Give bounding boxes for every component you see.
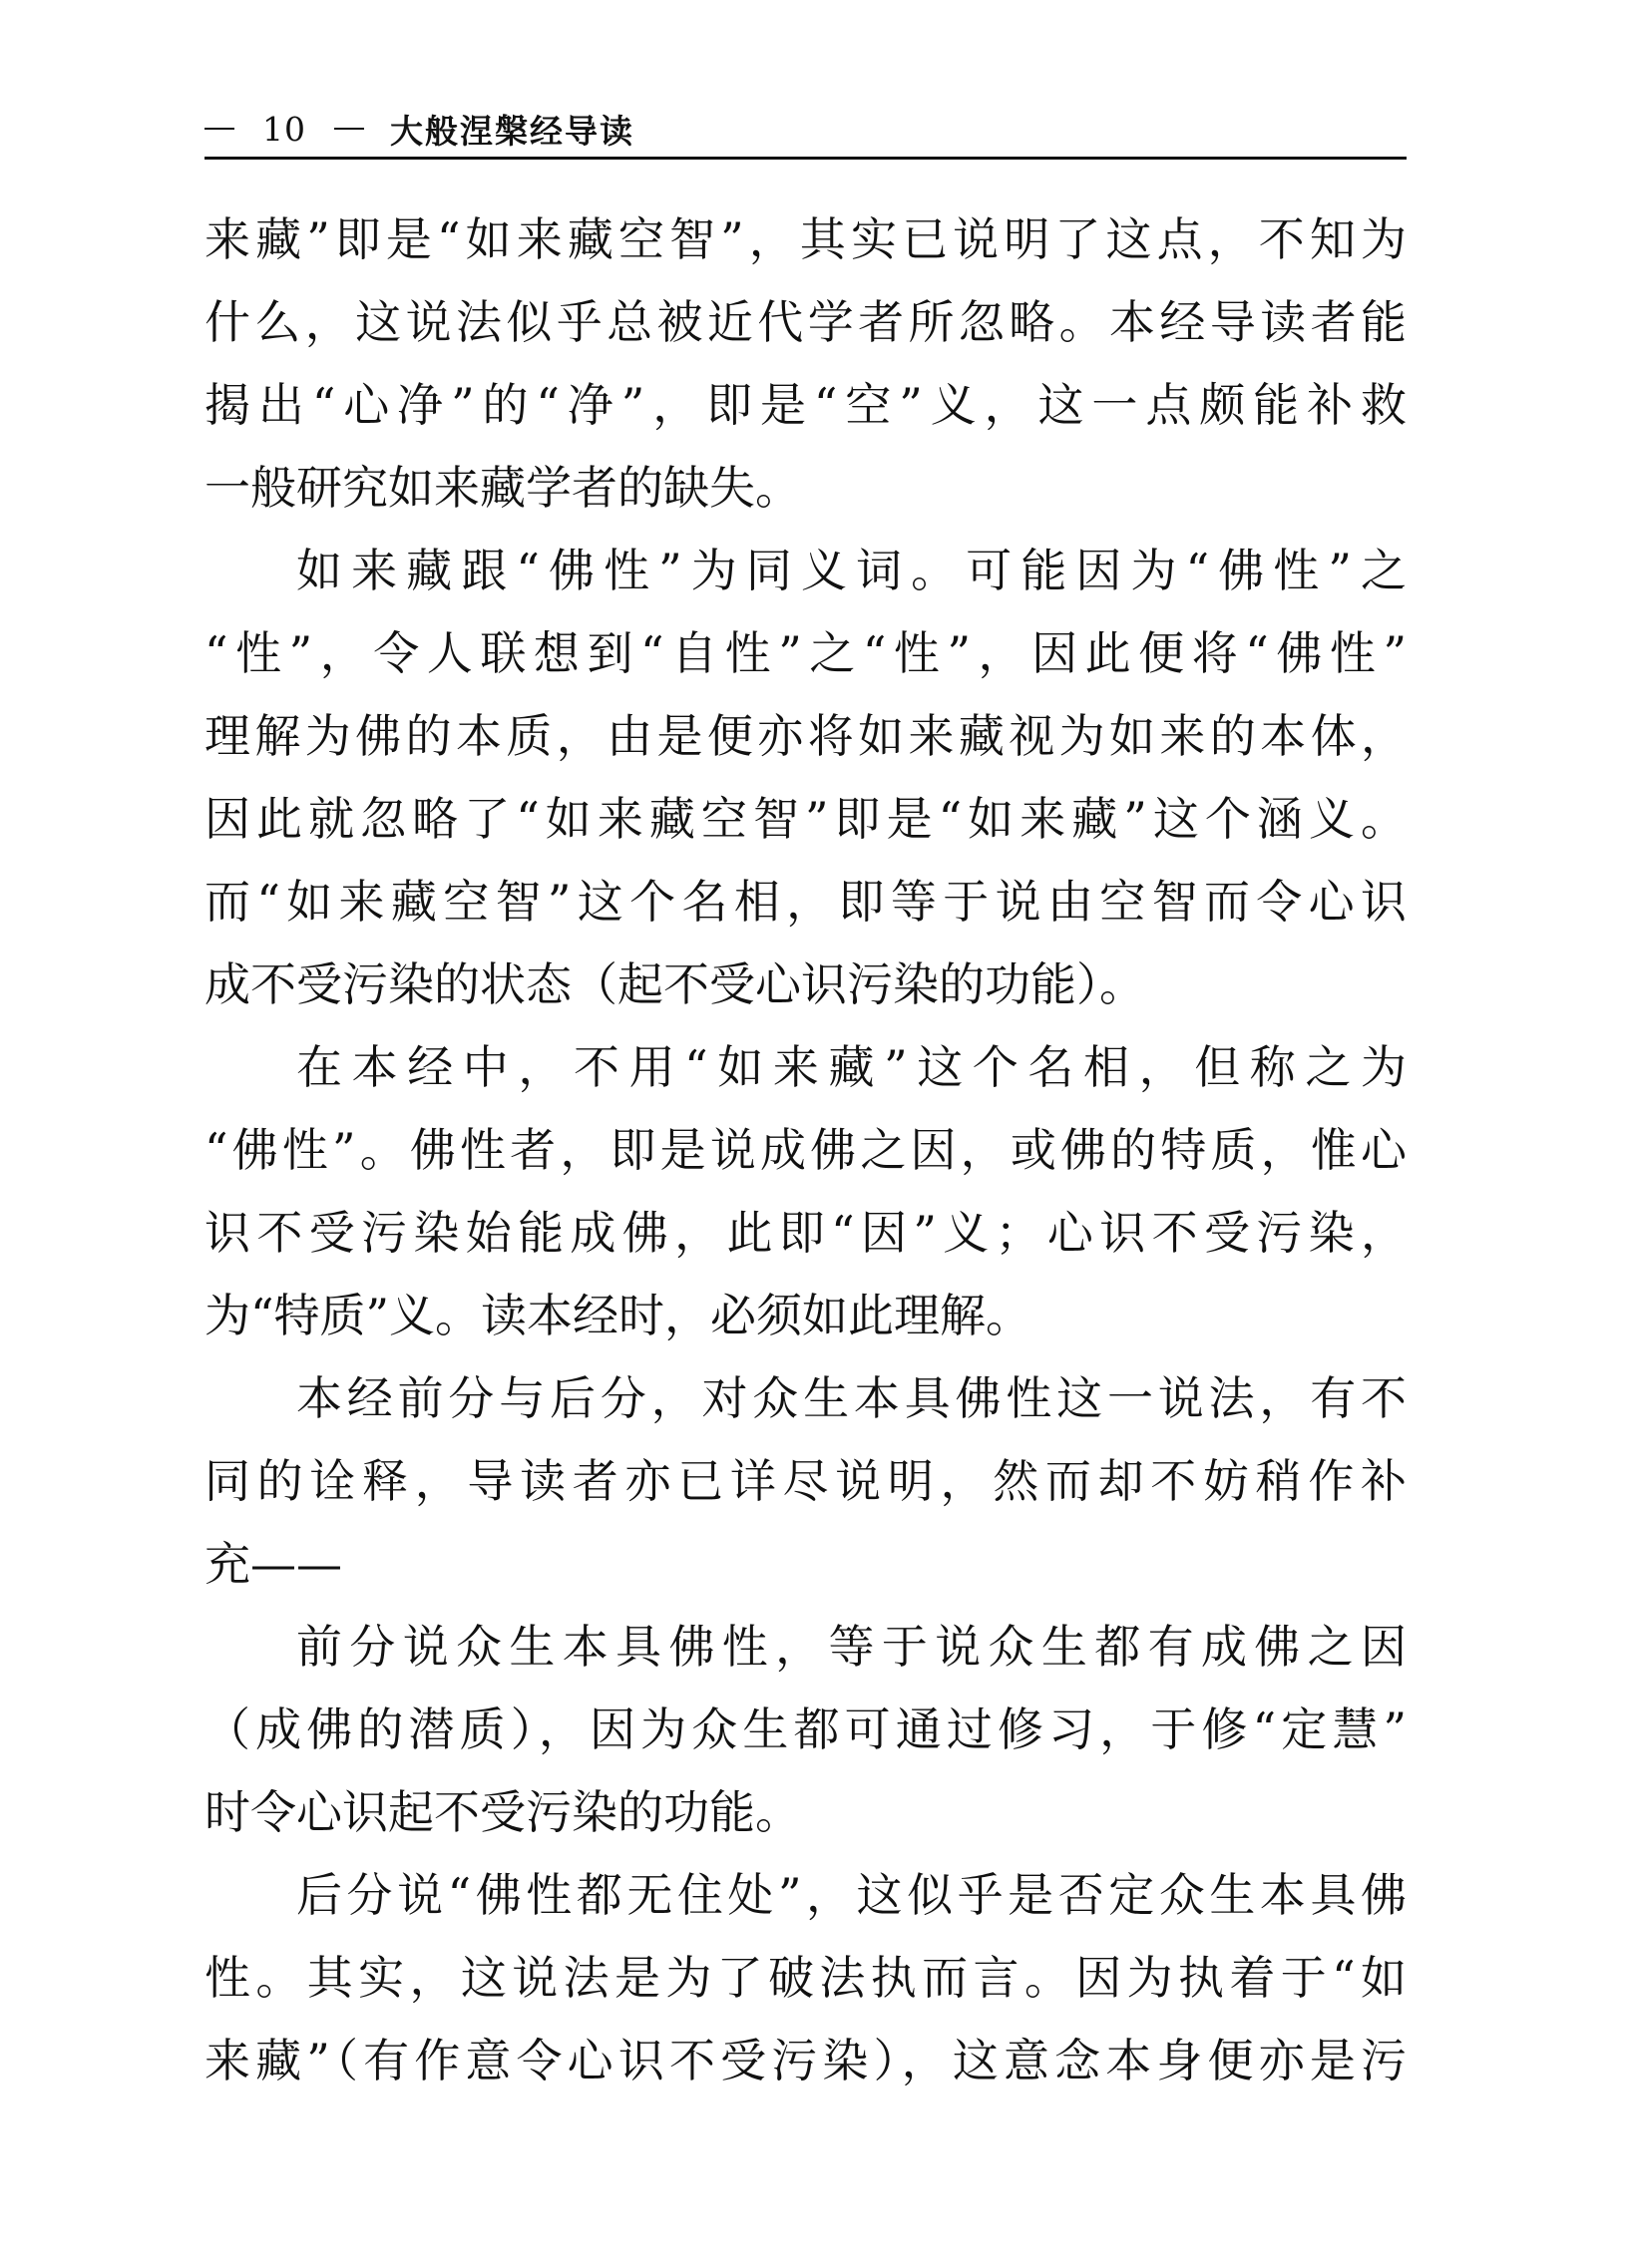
text-line: 在本经中，不用“如来藏”这个名相，但称之为 <box>296 1040 1407 1094</box>
header-rule <box>204 157 1407 160</box>
book-title: 大般涅槃经导读 <box>390 111 634 151</box>
text-line: “性”，令人联想到“自性”之“性”，因此便将“佛性” <box>204 626 1407 680</box>
dash-right <box>334 128 364 130</box>
text-line: 同的诠释，导读者亦已详尽说明，然而却不妨稍作补 <box>204 1454 1407 1508</box>
text-line: 本经前分与后分，对众生本具佛性这一说法，有不 <box>296 1371 1407 1425</box>
text-line: 如来藏跟“佛性”为同义词。可能因为“佛性”之 <box>296 544 1407 597</box>
text-line: 性。其实，这说法是为了破法执而言。因为执着于“如 <box>204 1951 1407 2005</box>
text-line: 揭出“心净”的“净”，即是“空”义，这一点颇能补救 <box>204 378 1407 432</box>
text-line: 前分说众生本具佛性，等于说众生都有成佛之因 <box>296 1620 1407 1674</box>
text-line: 而“如来藏空智”这个名相，即等于说由空智而令心识 <box>204 875 1407 929</box>
text-line: 来藏”即是“如来藏空智”，其实已说明了这点，不知为 <box>204 212 1407 266</box>
text-line: 来藏”（有作意令心识不受污染），这意念本身便亦是污 <box>204 2034 1407 2087</box>
text-line: 时令心识起不受污染的功能。 <box>204 1785 801 1839</box>
text-line: 理解为佛的本质，由是便亦将如来藏视为如来的本体， <box>204 709 1407 763</box>
text-line: 后分说“佛性都无住处”，这似乎是否定众生本具佛 <box>296 1868 1407 1922</box>
body-text <box>204 209 1407 2113</box>
text-line: 成不受污染的状态（起不受心识污染的功能）。 <box>204 957 1145 1011</box>
text-line: “佛性”。佛性者，即是说成佛之因，或佛的特质，惟心 <box>204 1123 1407 1177</box>
dash-left <box>204 128 234 130</box>
text-line: 什么，这说法似乎总被近代学者所忽略。本经导读者能 <box>204 295 1407 349</box>
text-line: 充—— <box>204 1537 342 1591</box>
text-line: 为“特质”义。读本经时，必须如此理解。 <box>204 1289 1032 1342</box>
page-number: 10 <box>262 109 306 149</box>
text-line: 识不受污染始能成佛，此即“因”义；心识不受污染， <box>204 1206 1407 1260</box>
text-line: （成佛的潜质），因为众生都可通过修习，于修“定慧” <box>204 1702 1407 1756</box>
text-line: 一般研究如来藏学者的缺失。 <box>204 461 801 515</box>
running-head <box>204 104 634 154</box>
text-line: 因此就忽略了“如来藏空智”即是“如来藏”这个涵义。 <box>204 792 1407 846</box>
